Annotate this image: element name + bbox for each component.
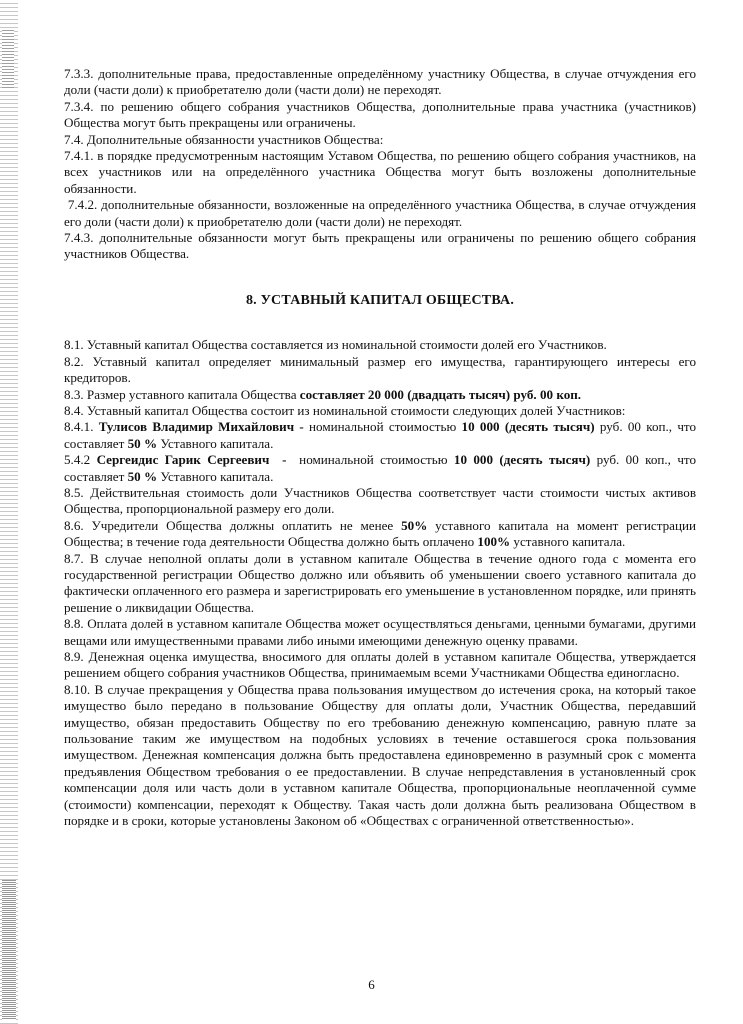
paragraph-8-6-percent-min: 50% bbox=[401, 517, 428, 533]
paragraph-8-5: 8.5. Действительная стоимость доли Участников Общества соответствует части стоимости чистых активов Общества, пропорциональной размеру его доли. bbox=[64, 484, 696, 517]
scan-mark-bottom bbox=[2, 880, 16, 1020]
section-heading: 8. УСТАВНЫЙ КАПИТАЛ ОБЩЕСТВА. bbox=[245, 292, 515, 308]
share-1-tail: Уставного капитала. bbox=[157, 435, 274, 451]
scan-mark-top bbox=[2, 30, 14, 90]
share-1-holder: Тулисов Владимир Михайлович - bbox=[98, 419, 310, 435]
paragraph-8-6 bbox=[64, 518, 696, 551]
paragraph-8-3-amount: составляет 20 000 (двадцать тысяч) руб. 00 коп. bbox=[299, 386, 582, 402]
paragraph-7-4-3: 7.4.3. дополнительные обязанности могут быть прекращены или ограничены по решению общего собрания участников Общества. bbox=[64, 230, 696, 262]
share-1-number: 8.4.1. bbox=[64, 419, 99, 435]
share-2-tail: Уставного капитала. bbox=[157, 468, 274, 484]
share-2-percent: 50 % bbox=[127, 468, 158, 484]
paragraph-8-6-mid: уставного капитала на момент регистрации Общества; в течение года деятельности Общества должно быть оплачено bbox=[64, 517, 696, 550]
paragraph-8-2: 8.2. Уставный капитал определяет минимальный размер его имущества, гарантирующего интересы его кредиторов. bbox=[64, 353, 696, 386]
share-2-text: номинальной стоимостью bbox=[292, 452, 454, 468]
paragraph-8-3-text: 8.3. Размер уставного капитала Общества bbox=[64, 386, 300, 402]
share-1-amount: 10 000 (десять тысяч) bbox=[461, 419, 595, 435]
paragraph-8-6-text: 8.6. Учредители Общества должны оплатить не менее bbox=[64, 517, 402, 533]
share-2-holder: Сергеидис Гарик Сергеевич - bbox=[96, 452, 293, 468]
paragraph-7-3-4: 7.3.4. по решению общего собрания участников Общества, дополнительные права участника (участников) Общества могут быть прекращены или ограничены. bbox=[64, 98, 696, 131]
paragraph-7-4-1: 7.4.1. в порядке предусмотренным настоящим Уставом Общества, по решению общего собрания участников, на всех участников или на определённого участника Общества могут быть возложены дополнительные обязанности. bbox=[64, 148, 696, 196]
paragraph-8-8: 8.8. Оплата долей в уставном капитале Общества может осуществляться деньгами, ценными бумагами, другими вещами или имущественными правами либо иными имеющими денежную оценку правами. bbox=[64, 616, 696, 648]
document-page bbox=[64, 66, 700, 829]
paragraph-8-6-percent-full: 100% bbox=[477, 534, 511, 550]
paragraph-8-1: 8.1. Уставный капитал Общества составляется из номинальной стоимости долей его Участников. bbox=[64, 337, 607, 353]
share-1-percent: 50 % bbox=[127, 435, 158, 451]
paragraph-8-4: 8.4. Уставный капитал Общества состоит из номинальной стоимости следующих долей Участников: bbox=[64, 402, 626, 418]
paragraph-8-6-tail: уставного капитала. bbox=[510, 534, 626, 550]
scan-edge-artifact bbox=[0, 0, 18, 1024]
share-2-currency: руб. 00 коп., что составляет bbox=[64, 452, 696, 484]
paragraph-8-9: 8.9. Денежная оценка имущества, вносимого для оплаты долей в уставном капитале Общества, утверждается решением общего собрания участников Общества, принимаемым всеми Участниками Общества единогласно. bbox=[64, 649, 696, 681]
paragraph-8-10: 8.10. В случае прекращения у Общества права пользования имуществом до истечения срока, на который такое имущество было передано в пользование Обществу для оплаты доли, Участник Общества, передавший имущество, обязан предоставить Обществу по его требованию денежную компенсацию, равную плате за пользование таким же имуществом на подобных условиях в течение оставшегося срока пользования имуществом. Денежная компенсация должна быть предоставлена единовременно в разумный срок с момента предъявления Обществом требования о ее предоставлении. В случае непредставления в установленный срок компенсации доля или часть доли в уставном капитале Общества, пропорциональные неоплаченной сумме (стоимости) компенсации, переходят к Обществу. Такая часть доли должна быть реализована Обществом в порядке и в сроки, которые установлены Законом об «Обществах с ограниченной ответственностью». bbox=[64, 681, 696, 829]
section-spacer bbox=[64, 263, 696, 293]
paragraph-8-3 bbox=[64, 387, 696, 403]
share-1-currency: руб. 00 коп., что составляет bbox=[64, 419, 697, 451]
paragraph-5-4-2 bbox=[64, 452, 696, 485]
paragraph-8-4-1 bbox=[64, 419, 696, 452]
page-number: 6 bbox=[368, 977, 375, 992]
paragraph-7-4: 7.4. Дополнительные обязанности участников Общества: bbox=[64, 131, 384, 147]
paragraph-8-7: 8.7. В случае неполной оплаты доли в уставном капитале Общества в течение одного года с момента его государственной регистрации Общество должно или объявить об уменьшении своего уставного капитала до фактически оплаченного его размера и зарегистрировать его уменьшение в установленном порядке, или принять решение о ликвидации Общества. bbox=[64, 550, 696, 615]
share-2-number: 5.4.2 bbox=[64, 452, 97, 468]
share-1-text: номинальной стоимостью bbox=[309, 419, 462, 435]
paragraph-7-4-2: 7.4.2. дополнительные обязанности, возложенные на определённого участника Общества, в случае отчуждения его доли (части доли) к приобретателю доли (части доли) не переходят. bbox=[64, 197, 700, 229]
paragraph-7-3-3: 7.3.3. дополнительные права, предоставленные определённому участнику Общества, в случае отчуждения его доли (части доли) к приобретателю доли (части доли) не переходят. bbox=[64, 66, 696, 98]
share-2-amount: 10 000 (десять тысяч) bbox=[453, 452, 591, 468]
